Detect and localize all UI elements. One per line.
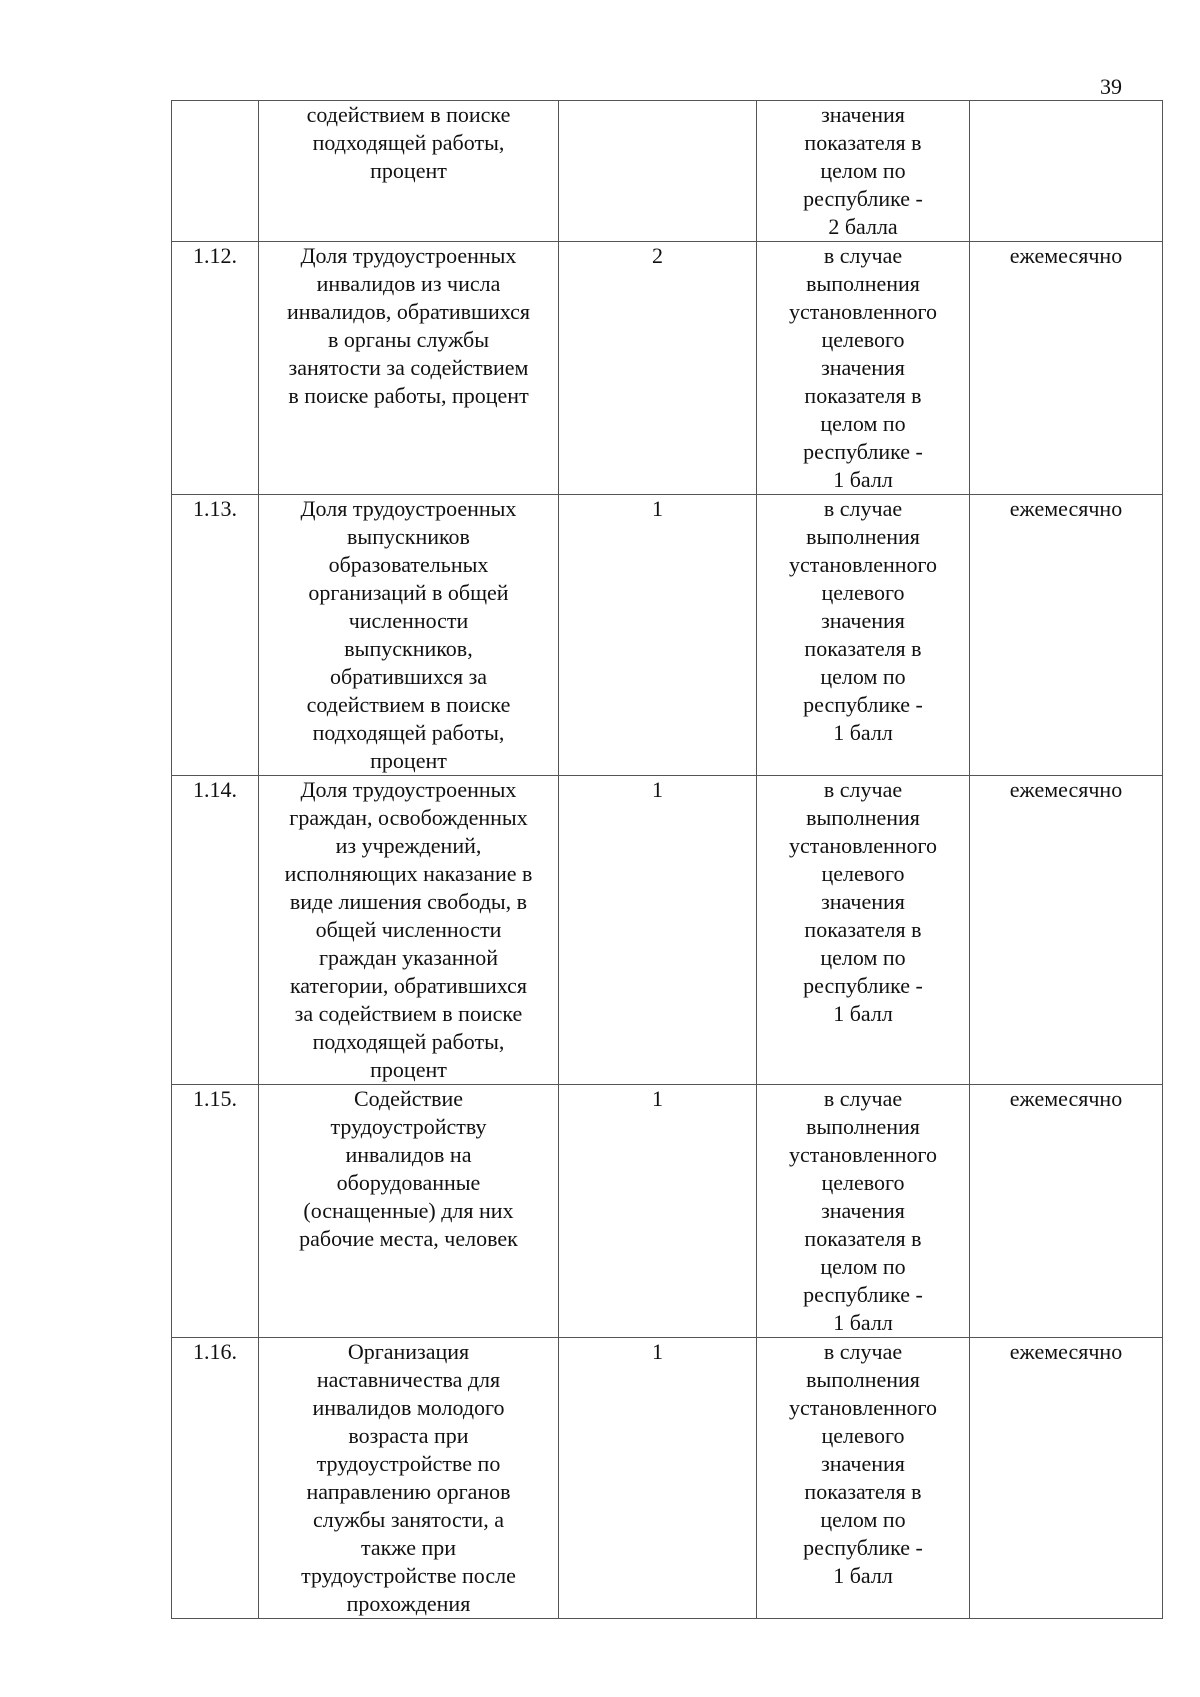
score-cell: 1 bbox=[559, 495, 757, 776]
score-cell: 2 bbox=[559, 242, 757, 495]
indicator-cell: содействием в поиске подходящей работы, процент bbox=[259, 101, 559, 242]
indicator-cell: Доля трудоустроенных выпускников образовательных организаций в общей численности выпускников, обратившихся за содействием в поиске подходящей работы, процент bbox=[259, 495, 559, 776]
table-row bbox=[172, 1338, 1163, 1619]
frequency-cell: ежемесячно bbox=[970, 1338, 1163, 1619]
frequency-cell: ежемесячно bbox=[970, 242, 1163, 495]
indicator-cell: Доля трудоустроенных инвалидов из числа инвалидов, обратившихся в органы службы занятости за содействием в поиске работы, процент bbox=[259, 242, 559, 495]
indicator-cell: Содействие трудоустройству инвалидов на оборудованные (оснащенные) для них рабочие места, человек bbox=[259, 1085, 559, 1338]
score-cell bbox=[559, 101, 757, 242]
row-number-cell: 1.16. bbox=[172, 1338, 259, 1619]
indicator-cell: Доля трудоустроенных граждан, освобожденных из учреждений, исполняющих наказание в виде лишения свободы, в общей численности граждан указанной категории, обратившихся за содействием в поиске подходящей работы, процент bbox=[259, 776, 559, 1085]
score-cell: 1 bbox=[559, 1338, 757, 1619]
frequency-cell: ежемесячно bbox=[970, 1085, 1163, 1338]
condition-cell: в случае выполнения установленного целевого значения показателя в целом по республике - 1 балл bbox=[757, 776, 970, 1085]
condition-cell: значения показателя в целом по республике - 2 балла bbox=[757, 101, 970, 242]
condition-cell: в случае выполнения установленного целевого значения показателя в целом по республике - 1 балл bbox=[757, 1338, 970, 1619]
page-number: 39 bbox=[1100, 74, 1122, 99]
table-row bbox=[172, 495, 1163, 776]
indicators-table bbox=[171, 100, 1163, 1619]
frequency-cell: ежемесячно bbox=[970, 495, 1163, 776]
table-row bbox=[172, 101, 1163, 242]
condition-cell: в случае выполнения установленного целевого значения показателя в целом по республике - 1 балл bbox=[757, 242, 970, 495]
score-cell: 1 bbox=[559, 1085, 757, 1338]
row-number-cell: 1.13. bbox=[172, 495, 259, 776]
row-number-cell: 1.12. bbox=[172, 242, 259, 495]
frequency-cell: ежемесячно bbox=[970, 776, 1163, 1085]
table-row bbox=[172, 1085, 1163, 1338]
row-number-cell: 1.15. bbox=[172, 1085, 259, 1338]
row-number-cell: 1.14. bbox=[172, 776, 259, 1085]
frequency-cell bbox=[970, 101, 1163, 242]
table-row bbox=[172, 242, 1163, 495]
condition-cell: в случае выполнения установленного целевого значения показателя в целом по республике - 1 балл bbox=[757, 1085, 970, 1338]
condition-cell: в случае выполнения установленного целевого значения показателя в целом по республике - 1 балл bbox=[757, 495, 970, 776]
table-row bbox=[172, 776, 1163, 1085]
indicator-cell: Организация наставничества для инвалидов молодого возраста при трудоустройстве по направлению органов службы занятости, а также при трудоустройстве после прохождения bbox=[259, 1338, 559, 1619]
row-number-cell bbox=[172, 101, 259, 242]
score-cell: 1 bbox=[559, 776, 757, 1085]
